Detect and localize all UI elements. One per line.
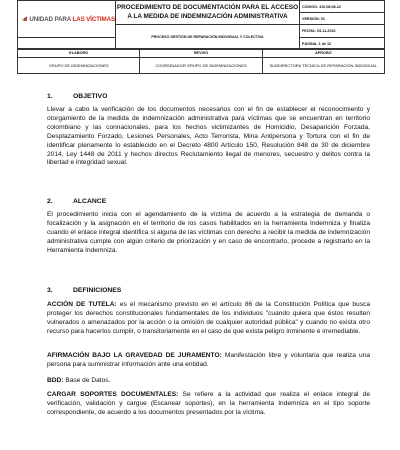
unidad-victimas-logo <box>18 13 115 25</box>
document-date: FECHA: 03-11-2016 <box>300 25 385 38</box>
alcance-paragraph: El procedimiento inicia con el agendamiento de la víctima de acuerdo a la estrategia de demanda o focalización y la asignación en el territorio de los casos habilitados en la herramienta Indemniza y finaliza cuando el enlace integral identifica si alguna de las víctimas con derecho a recibir la medida de indemnización administrativa cumple con algún criterio de priorización y en caso de encontrarlo, procede a registrarlo en la Herramienta Indemniza. <box>47 211 370 254</box>
signature-table <box>17 48 385 74</box>
elaboro-header: ELABORÓ <box>18 49 140 58</box>
document-title: PROCEDIMIENTO DE DOCUMENTACIÓN PARA EL ACCESO A LA MEDIDA DE INDEMNIZACIÓN ADMINISTRATIVA <box>116 1 300 25</box>
process-name: PROCESO GESTIÓN DE REPARACIÓN INDIVIDUAL Y COLECTIVA <box>116 25 300 50</box>
reviso-value: COORDINADOR GRUPO DE INDEMNIZACIONES <box>140 58 262 74</box>
document-page: UNIDAD PARA LAS VÍCTIMAS PROCEDIMIENTO DE DOCUMENTACIÓN PARA EL ACCESO A LA MEDIDA DE INDEMNIZACIÓN ADMINISTRATIVA CÓDIGO: 410,08,08-22 VERSIÓN: 01 PROCESO GESTIÓN DE REPARACIÓN INDIVIDUAL Y COLECTIVA FECHA: 03-11-2016 PÁGINA: 1 de 12 ELABORÓ REVISÓ APROBÓ GRUPO DE INDEMNIZACIONES COORDINADOR GRUPO DE INDEMNIZACIONES SUBDIRECTORA TÉCNICA DE REPARACIÓN INDIVIDUAL 1. OBJETIVO Llevar a cabo la verificación de los documentos necesarios con el fin de establecer el reconocimiento y otorgamiento de la medida de indemnización administrativa para víctimas que se encuentran en territorio colombiano y las connacionales, para los hechos victimizantes de Homicidio, Desaparición Forzada, Desplazamiento Forzado, Lesiones Personales, Acto Terrorista, Mina Antipersona y Tortura con el fin de identificar plenamente lo establecido en el Decreto 4800 Artículo 150, Resolución 848 de 30 de diciembre 2014, Ley 1448 de 2011 y hechos directos Reclutamiento ilegal de menores, secuestro y delitos contra la libertad e integridad sexual. 2. ALCANCE El procedimiento inicia con el agendamiento de la víctima de acuerdo a la estrategia de demanda o focalización y la asignación en el territorio de los casos habilitados en la herramienta Indemniza y finaliza cuando el enlace integral identifica si alguna de las víctimas con derecho a recibir la medida de indemnización administrativa cumple con algún criterio de priorización y en caso de encontrarlo, procede a registrarlo en la Herramienta Indemniza. 3. DEFINICIONES ACCIÓN DE TUTELA: es el mecanismo previsto en el artículo 86 de la Constitución Política que busca proteger los derechos constitucionales fundamentales de los individuos "cuando quiera que éstos resulten vulnerados o amenazados por la acción o la omisión de cualquier autoridad pública" y cuando no exista otro recurso para hacerlos cumplir, o transitoriamente en el caso de que exista peligro inminente e irremediable. AFIRMACIÓN BAJO LA GRAVEDAD DE JURAMENTO: Manifestación libre y voluntaria que realiza una persona para suministrar información ante una entidad. BDD: Base de Datos. CARGAR SOPORTES DOCUMENTALES: Se refiere a la actividad que realiza el enlace integral de verificación, validación y cargue (Escanear soportes), en la herramienta Indemniza en el tipo soporte correspondiente, de acuerdo a los documentos presentados por la víctima. <box>0 0 400 450</box>
document-header-table <box>17 0 385 50</box>
page-number: PÁGINA: 1 de 12 <box>300 38 385 50</box>
definition-bdd: BDD: Base de Datos. <box>47 377 111 384</box>
document-version: VERSIÓN: 01 <box>300 13 385 25</box>
objetivo-paragraph: Llevar a cabo la verificación de los documentos necesarios con el fin de establecer el reconocimiento y otorgamiento de la medida de indemnización administrativa para víctimas que se encuentran en territorio colombiano y las connacionales, para los hechos victimizantes de Homicidio, Desaparición Forzada, Desplazamiento Forzado, Lesiones Personales, Acto Terrorista, Mina Antipersona y Tortura con el fin de identificar plenamente lo establecido en el Decreto 4800 Artículo 150, Resolución 848 de 30 de diciembre 2014, Ley 1448 de 2011 y hechos directos Reclutamiento ilegal de menores, secuestro y delitos contra la libertad e integridad sexual. <box>47 106 370 167</box>
logo-cell <box>18 1 116 38</box>
document-code: CÓDIGO: 410,08,08-22 <box>300 1 385 13</box>
logo-emblem-icon <box>22 13 27 25</box>
aprobo-value: SUBDIRECTORA TÉCNICA DE REPARACIÓN INDIVIDUAL <box>262 58 384 74</box>
definition-afirmacion-juramento: AFIRMACIÓN BAJO LA GRAVEDAD DE JURAMENTO: Manifestación libre y voluntaria que realiza una persona para suministrar información ante una entidad. <box>47 352 371 368</box>
aprobo-header: APROBÓ <box>262 49 384 58</box>
definition-cargar-soportes: CARGAR SOPORTES DOCUMENTALES: Se refiere a la actividad que realiza el enlace integral de verificación, validación y cargue (Escanear soportes), en la herramienta Indemniza en el tipo soporte correspondiente, de acuerdo a los documentos presentados por la víctima. <box>47 391 370 416</box>
reviso-header: REVISÓ <box>140 49 262 58</box>
elaboro-value: GRUPO DE INDEMNIZACIONES <box>18 58 140 74</box>
logo-text: UNIDAD PARA LAS VÍCTIMAS <box>29 15 115 23</box>
definition-accion-tutela: ACCIÓN DE TUTELA: es el mecanismo previsto en el artículo 86 de la Constitución Política que busca proteger los derechos constitucionales fundamentales de los individuos "cuando quiera que éstos resulten vulnerados o amenazados por la acción o la omisión de cualquier autoridad pública" y cuando no exista otro recurso para hacerlos cumplir, o transitoriamente en el caso de que exista peligro inminente e irremediable. <box>47 301 370 335</box>
